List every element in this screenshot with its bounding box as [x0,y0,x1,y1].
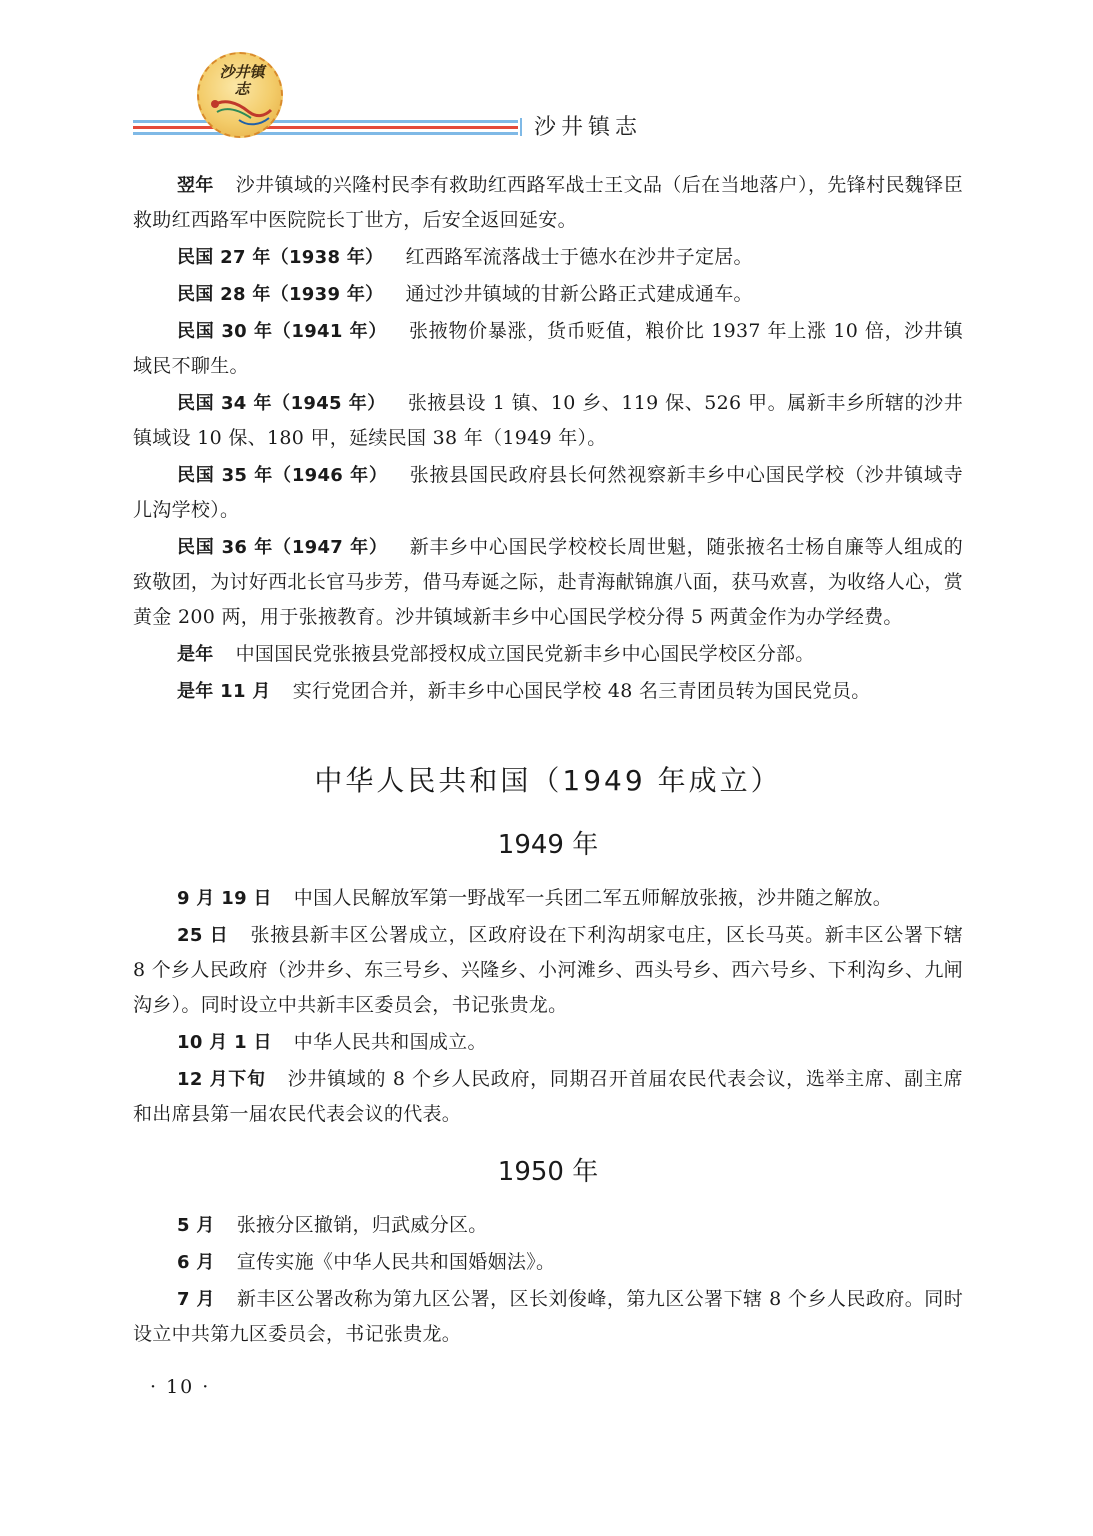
entry-text: 沙井镇域的兴隆村民李有救助红西路军战士王文品（后在当地落户），先锋村民魏铎臣救助红西路军中医院院长丁世方，后安全返回延安。 [133,174,963,231]
entry-date: 12 月下旬 [177,1069,266,1090]
entry-date: 10 月 1 日 [177,1032,272,1053]
chronicle-entry [133,1025,963,1060]
page-number: · 10 · [150,1376,211,1398]
chronicle-entry [133,674,963,709]
entry-text: 中国人民解放军第一野战军一兵团二军五师解放张掖，沙井随之解放。 [293,887,893,909]
entry-text: 实行党团合并，新丰乡中心国民学校 48 名三青团员转为国民党员。 [292,680,871,702]
page-body [133,168,963,1352]
entry-text: 宣传实施《中华人民共和国婚姻法》。 [236,1251,556,1273]
chronicle-entry [133,1208,963,1243]
entry-date: 25 日 [177,925,229,946]
chronicle-entry [133,386,963,456]
entry-date: 9 月 19 日 [177,888,272,909]
entry-text: 中国国民党张掖县党部授权成立国民党新丰乡中心国民学校区分部。 [235,643,815,665]
entry-text: 张掖县设 1 镇、10 乡、119 保、526 甲。属新丰乡所辖的沙井镇域设 10 保、180 甲，延续民国 38 年（1949 年）。 [133,392,963,449]
chronicle-entry [133,277,963,312]
entry-text: 红西路军流落战士于德水在沙井子定居。 [405,246,753,268]
entry-date: 民国 27 年（1938 年） [177,247,384,268]
entry-date: 5 月 [177,1215,215,1236]
entry-date: 翌年 [177,175,214,196]
year-heading-1949: 1949 年 [497,830,599,860]
chronicle-entry [133,637,963,672]
chronicle-entry [133,881,963,916]
entry-date: 民国 30 年（1941 年） [177,321,388,342]
section-title: 中华人民共和国（1949 年成立） [314,764,782,797]
entry-date: 是年 11 月 [177,681,271,702]
entry-text: 通过沙井镇域的甘新公路正式建成通车。 [405,283,753,305]
entry-text: 中华人民共和国成立。 [293,1031,487,1053]
entry-text: 张掖物价暴涨，货币贬值，粮价比 1937 年上涨 10 倍，沙井镇域民不聊生。 [133,320,964,377]
entry-text: 张掖县国民政府县长何然视察新丰乡中心国民学校（沙井镇域寺儿沟学校）。 [133,464,963,521]
entry-date: 民国 36 年（1947 年） [177,537,388,558]
entry-date: 6 月 [177,1252,215,1273]
entry-text: 张掖分区撤销，归武威分区。 [236,1214,488,1236]
header-rule-separator [520,118,522,136]
chronicle-entry [133,1282,963,1352]
entry-date: 7 月 [177,1289,216,1310]
entry-text: 张掖县新丰区公署成立，区政府设在下利沟胡家屯庄，区长马英。新丰区公署下辖 8 个乡人民政府（沙井乡、东三号乡、兴隆乡、小河滩乡、西头号乡、西六号乡、下利沟乡、九闸沟乡）。同时设立中共新丰区委员会，书记张贵龙。 [133,924,963,1016]
header-rule-red [133,126,518,129]
entry-text: 新丰乡中心国民学校校长周世魁，随张掖名士杨自廉等人组成的致敬团，为讨好西北长官马步芳，借马寿诞之际，赴青海献锦旗八面，获马欢喜，为收络人心，赏黄金 200 两，用于张掖教育。沙井镇域新丰乡中心国民学校分得 5 两黄金作为办学经费。 [133,536,963,628]
book-logo-icon [197,52,283,138]
chronicle-entry [133,314,963,384]
entry-date: 民国 34 年（1945 年） [177,393,386,414]
entry-text: 新丰区公署改称为第九区公署，区长刘俊峰，第九区公署下辖 8 个乡人民政府。同时设立中共第九区委员会，书记张贵龙。 [133,1288,963,1345]
chronicle-entry [133,530,963,635]
year-heading-1950: 1950 年 [497,1157,599,1187]
running-title: 沙井镇志 [534,115,643,140]
chronicle-entry [133,168,963,238]
page-header [0,0,1093,150]
chronicle-entry [133,1245,963,1280]
header-rule-blue-top [133,120,518,123]
chronicle-entry [133,1062,963,1132]
header-rule-blue-bottom [133,132,518,135]
entry-date: 民国 35 年（1946 年） [177,465,388,486]
entry-date: 是年 [177,644,214,665]
entry-text: 沙井镇域的 8 个乡人民政府，同期召开首届农民代表会议，选举主席、副主席和出席县第一届农民代表会议的代表。 [133,1068,963,1125]
logo-text: 沙井镇志 [219,63,265,98]
chronicle-entry [133,918,963,1023]
entry-date: 民国 28 年（1939 年） [177,284,384,305]
chronicle-entry [133,240,963,275]
chronicle-entry [133,458,963,528]
